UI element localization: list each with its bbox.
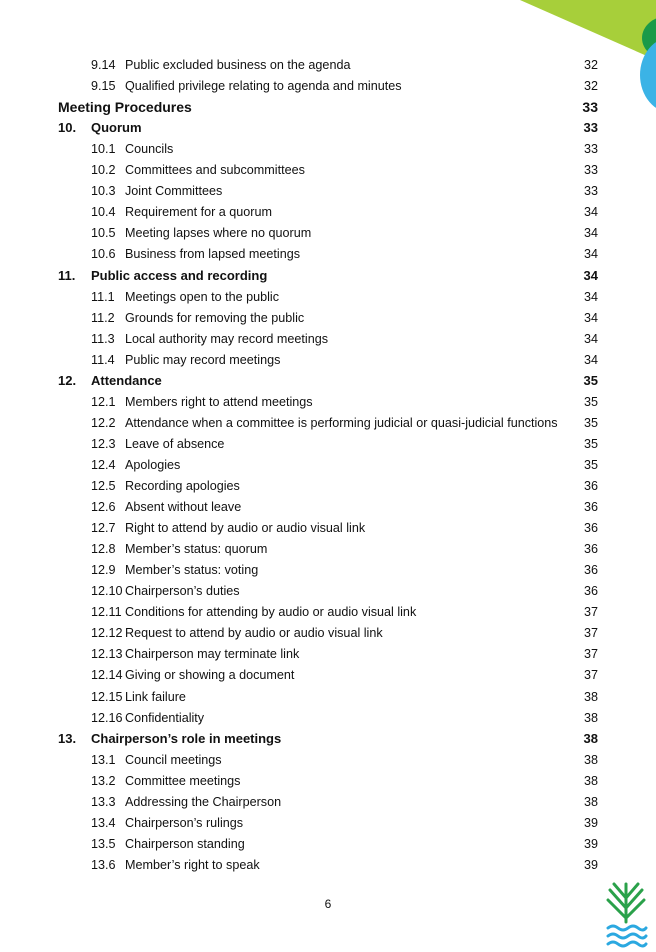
toc-title: Quorum [91, 120, 142, 136]
toc-title: Member’s status: quorum [125, 542, 268, 557]
toc-title: Meeting Procedures [58, 99, 192, 116]
toc-entry [0, 308, 656, 328]
toc-title: Chairperson may terminate link [125, 647, 300, 662]
toc-entry [0, 539, 656, 559]
toc-title: Apologies [125, 457, 181, 472]
toc-title: Grounds for removing the public [125, 310, 305, 325]
toc-section [0, 729, 656, 749]
toc-title: Committees and subcommittees [125, 163, 305, 178]
toc-number: 13.6 [91, 857, 116, 872]
toc-number: 11. [58, 267, 76, 283]
toc-title: Link failure [125, 689, 186, 704]
toc-page-number: 36 [583, 584, 598, 599]
toc-page-number: 33 [583, 184, 598, 199]
toc-page-number: 38 [583, 730, 598, 746]
toc-entry [0, 750, 656, 770]
toc-entry [0, 602, 656, 622]
toc-title: Chairperson’s rulings [125, 815, 244, 830]
toc-entry [0, 581, 656, 601]
toc-page-number: 39 [583, 836, 598, 851]
toc-page-number: 33 [583, 142, 598, 157]
toc-page-number: 33 [582, 99, 598, 116]
toc-page-number: 38 [583, 773, 598, 788]
toc-page-number: 37 [583, 647, 598, 662]
toc-title: Addressing the Chairperson [125, 794, 282, 809]
toc-number: 13. [58, 730, 77, 746]
toc-number: 11.3 [91, 331, 115, 346]
toc-entry [0, 350, 656, 370]
toc-entry [0, 771, 656, 791]
toc-title: Recording apologies [125, 479, 240, 493]
toc-page-number: 36 [583, 563, 598, 578]
toc-number: 12.10 [91, 584, 123, 599]
toc-title: Request to attend by audio or audio visual link [125, 626, 383, 641]
toc-title: Requirement for a quorum [125, 205, 272, 220]
toc-page-number: 36 [583, 521, 598, 536]
toc-title: Meeting lapses where no quorum [125, 226, 312, 241]
toc-page-number: 33 [583, 120, 598, 136]
toc-title: Councils [125, 142, 174, 157]
toc-number: 12.9 [91, 563, 116, 578]
toc-title: Local authority may record meetings [125, 331, 328, 346]
toc-page-number: 37 [583, 626, 598, 641]
toc-title: Chairperson’s role in meetings [91, 730, 282, 746]
toc-title: Council meetings [125, 752, 222, 767]
toc-number: 12.3 [91, 436, 116, 451]
toc-page-number: 34 [583, 267, 598, 283]
toc-number: 9.14 [91, 58, 116, 72]
toc-number: 10.1 [91, 142, 116, 157]
toc-section [0, 118, 656, 138]
toc-number: 12.6 [91, 500, 116, 515]
toc-entry [0, 834, 656, 854]
toc-entry [0, 223, 656, 243]
toc-entry [0, 202, 656, 222]
toc-page-number: 34 [583, 247, 598, 262]
toc-page-number: 34 [583, 205, 598, 220]
toc-number: 12.1 [91, 394, 116, 409]
toc-entry [0, 329, 656, 349]
toc-number: 12.7 [91, 521, 116, 536]
toc-entry [0, 476, 656, 496]
toc-page-number: 33 [583, 163, 598, 178]
toc-entry [0, 644, 656, 664]
toc-entry [0, 55, 656, 75]
toc-entry [0, 455, 656, 475]
toc-page-number: 34 [583, 226, 598, 241]
toc-number: 10.4 [91, 205, 116, 220]
toc-number: 12.5 [91, 479, 116, 493]
toc-title: Chairperson’s duties [125, 584, 240, 599]
toc-page-number: 38 [583, 752, 598, 767]
toc-page-number: 32 [583, 58, 598, 72]
toc-number: 13.1 [91, 752, 116, 767]
toc-title: Giving or showing a document [125, 668, 295, 683]
toc-title: Confidentiality [125, 710, 205, 725]
toc-title: Committee meetings [125, 773, 241, 788]
toc-entry [0, 855, 656, 875]
toc-entry [0, 76, 656, 96]
toc-number: 12.8 [91, 542, 116, 557]
toc-number: 9.15 [91, 79, 116, 94]
toc-page-number: 38 [583, 689, 598, 704]
toc-title: Business from lapsed meetings [125, 247, 300, 262]
toc-number: 10.3 [91, 184, 116, 199]
toc-title: Absent without leave [125, 500, 242, 515]
toc-number: 13.5 [91, 836, 116, 851]
toc-page-number: 34 [583, 331, 598, 346]
toc-number: 12.15 [91, 689, 123, 704]
toc-page-number: 35 [583, 372, 598, 388]
toc-entry [0, 560, 656, 580]
toc-section [0, 266, 656, 286]
toc-number: 11.2 [91, 310, 115, 325]
toc-page-number: 34 [583, 289, 598, 304]
toc-entry [0, 665, 656, 685]
toc-page-number: 35 [583, 415, 598, 430]
toc-number: 10.6 [91, 247, 116, 262]
council-logo [604, 878, 648, 948]
toc-page-number: 32 [583, 79, 598, 94]
toc-number: 11.1 [91, 289, 115, 304]
toc-page-number: 34 [583, 352, 598, 367]
toc-title: Public access and recording [91, 267, 268, 283]
toc-page-number: 35 [583, 436, 598, 451]
toc-entry [0, 392, 656, 412]
toc-title: Meetings open to the public [125, 289, 280, 304]
toc-page-number: 36 [583, 479, 598, 493]
toc-entry [0, 623, 656, 643]
corner-green-stripe [520, 0, 656, 60]
toc-title: Leave of absence [125, 436, 225, 451]
toc-title: Attendance when a committee is performing judicial or quasi-judicial functions [125, 415, 558, 430]
toc-heading [0, 97, 656, 117]
toc-number: 12. [58, 372, 77, 388]
toc-entry [0, 518, 656, 538]
toc-title: Joint Committees [125, 184, 223, 199]
toc-title: Members right to attend meetings [125, 394, 313, 409]
toc-title: Qualified privilege relating to agenda and minutes [125, 79, 402, 94]
toc-entry [0, 708, 656, 728]
page-number: 6 [324, 897, 332, 911]
toc-entry [0, 244, 656, 264]
toc-entry [0, 813, 656, 833]
toc-title: Chairperson standing [125, 836, 245, 851]
toc-page-number: 38 [583, 710, 598, 725]
toc-entry [0, 181, 656, 201]
toc-number: 12.11 [91, 605, 122, 620]
toc-number: 11.4 [91, 352, 115, 367]
toc-title: Member’s right to speak [125, 857, 260, 872]
toc-page-number: 35 [583, 457, 598, 472]
toc-title: Public may record meetings [125, 352, 281, 367]
toc-page-number: 36 [583, 542, 598, 557]
toc-number: 10. [58, 120, 77, 136]
toc-page-number: 39 [583, 815, 598, 830]
toc-title: Right to attend by audio or audio visual link [125, 521, 366, 536]
toc-title: Member’s status: voting [125, 563, 259, 578]
toc-title: Public excluded business on the agenda [125, 58, 351, 72]
toc-number: 12.4 [91, 457, 116, 472]
toc-number: 12.14 [91, 668, 123, 683]
toc-number: 13.3 [91, 794, 116, 809]
toc-page-number: 34 [583, 310, 598, 325]
toc-page-number: 37 [583, 668, 598, 683]
toc-entry [0, 687, 656, 707]
toc-entry [0, 287, 656, 307]
toc-number: 12.12 [91, 626, 123, 641]
toc-page-number: 36 [583, 500, 598, 515]
toc-number: 12.16 [91, 710, 123, 725]
toc-page-number: 39 [583, 857, 598, 872]
toc-number: 13.4 [91, 815, 116, 830]
toc-number: 10.2 [91, 163, 116, 178]
toc-number: 12.2 [91, 415, 116, 430]
toc-entry [0, 160, 656, 180]
toc-title: Conditions for attending by audio or audio visual link [125, 605, 417, 620]
toc-entry [0, 497, 656, 517]
toc-title: Attendance [91, 372, 162, 388]
toc-number: 12.13 [91, 647, 123, 662]
toc-number: 13.2 [91, 773, 116, 788]
toc-entry [0, 413, 656, 433]
toc-number: 10.5 [91, 226, 116, 241]
toc-entry [0, 792, 656, 812]
toc-entry [0, 139, 656, 159]
toc-page-number: 38 [583, 794, 598, 809]
toc-section [0, 371, 656, 391]
toc-page-number: 35 [583, 394, 598, 409]
toc-entry [0, 434, 656, 454]
toc-page-number: 37 [583, 605, 598, 620]
